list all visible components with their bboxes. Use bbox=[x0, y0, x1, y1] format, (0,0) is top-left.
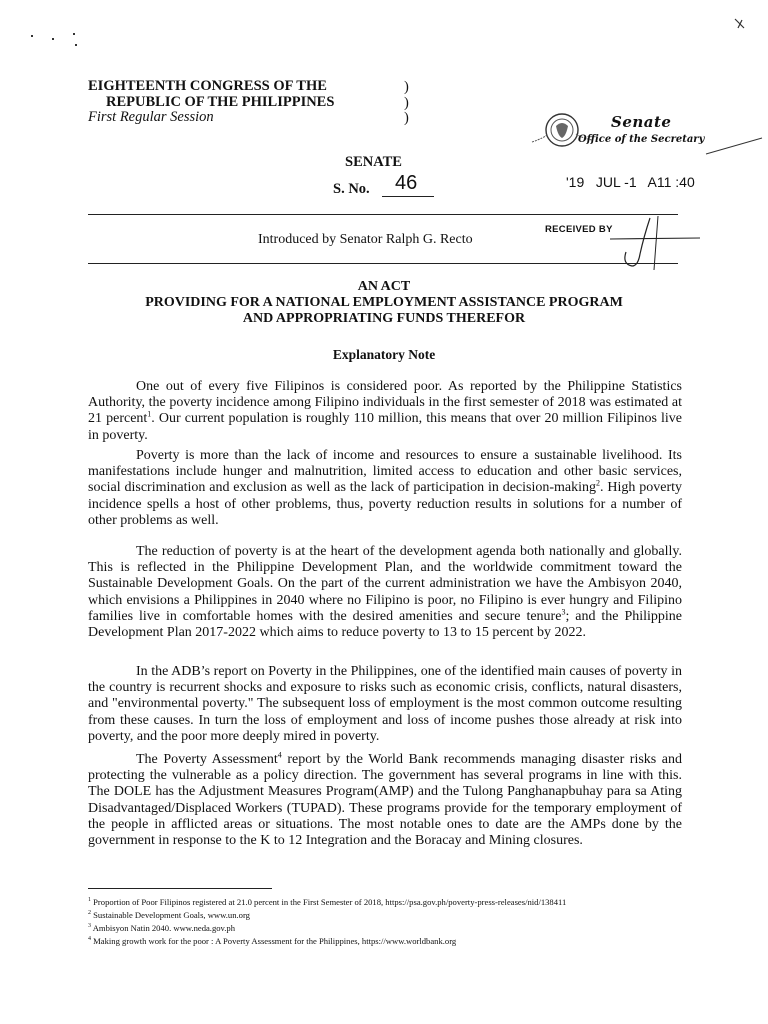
footnote-ref-2: 2 bbox=[596, 478, 601, 488]
footnote-ref-1: 1 bbox=[147, 409, 152, 419]
header-rule bbox=[88, 214, 678, 215]
footnote-3: $^3$ Ambisyon Natin 2040. www.neda.gov.ph bbox=[88, 923, 236, 933]
act-title-line-2: AND APPROPRIATING FUNDS THEREFOR bbox=[242, 311, 526, 326]
stamp-date: '19 JUL -1 A11 :40 bbox=[566, 174, 695, 190]
paragraph-4: In the ADB’s report on Poverty in the Philippines, one of the identified main causes of poverty in the country is recurrent shocks and exposure to risks such as economic crisis, conflicts, natural disasters, and "environmental poverty." The subsequent loss of employment is the most common outcome resulting from these causes. In turn the loss of employment and loss of income pushes those already at risk into poverty, and the poor more deeply mired in poverty. bbox=[88, 664, 682, 744]
footnote-1: $^1$ Proportion of Poor Filipinos registered at 21.0 percent in the First Semester of 2018, https://psa.gov.ph/poverty-press-releases/nid/138411 bbox=[88, 897, 567, 907]
paren-2: ) bbox=[404, 95, 409, 111]
footnote-4: $^4$ Making growth work for the poor : A Poverty Assessment for the Philippines, https://www.worldbank.org bbox=[88, 936, 457, 946]
stamp-senate: Senate bbox=[611, 113, 672, 131]
stamp-received: RECEIVED BY bbox=[545, 224, 613, 235]
footnote-ref-4: 4 bbox=[277, 750, 282, 760]
bill-number-underline bbox=[382, 196, 434, 197]
paragraph-1: One out of every five Filipinos is considered poor. As reported by the Philippine Statistics Authority, the poverty incidence among Filipino individuals in the first semester of 2018 was estimated at 21 percent$^1$. Our current population is roughly 110 million, this means that over 20 million Filipinos live in poverty. bbox=[88, 379, 682, 443]
scan-speck bbox=[75, 44, 77, 46]
explanatory-note-heading: Explanatory Note bbox=[332, 347, 436, 362]
act-label: AN ACT bbox=[357, 279, 411, 294]
pen-stroke bbox=[704, 132, 764, 156]
chamber-heading: SENATE bbox=[345, 154, 402, 170]
act-title-line-1: PROVIDING FOR A NATIONAL EMPLOYMENT ASSISTANCE PROGRAM bbox=[145, 295, 623, 310]
footnote-ref-3: 3 bbox=[561, 607, 566, 617]
scan-speck bbox=[31, 35, 33, 37]
senate-seal-icon bbox=[530, 108, 594, 152]
stamp-office: Office of the Secretary bbox=[578, 134, 705, 145]
bill-prefix: S. No. bbox=[333, 181, 370, 197]
paragraph-2: Poverty is more than the lack of income and resources to ensure a sustainable livelihood. Its manifestations include hunger and malnutrition, limited access to education and other basic services, social discrimination and exclusion as well as the lack of participation in decision-making$^2$. High poverty incidence spells a host of other problems, thus, poverty reduction results in solutions for a number of other problems as well. bbox=[88, 448, 682, 528]
bill-number: 46 bbox=[395, 172, 418, 194]
footnote-separator bbox=[88, 888, 272, 889]
corner-mark bbox=[732, 16, 748, 32]
introduced-by: Introduced by Senator Ralph G. Recto bbox=[258, 232, 473, 247]
congress-line-1: EIGHTEENTH CONGRESS OF THE bbox=[88, 78, 327, 94]
paragraph-3: The reduction of poverty is at the heart of the development agenda both nationally and globally. This is reflected in the Philippine Development Plan, and the worldwide commitment toward the Sustainable Development Goals. On the part of the current administration we have the Ambisyon 2040, which envisions a Philippines in 2040 where no Filipino is poor, no Filipino is ever hungry and Filipino families live in comfortable homes with the desired amenities and secure tenure$^3$; and the Philippine Development Plan 2017-2022 which aims to reduce poverty to 13 to 15 percent by 2022. bbox=[88, 544, 682, 641]
scan-speck bbox=[73, 33, 75, 35]
footnote-2: $^2$ Sustainable Development Goals, www.un.org bbox=[88, 910, 250, 920]
session-line: First Regular Session bbox=[88, 109, 214, 125]
intro-rule bbox=[88, 263, 678, 264]
paren-3: ) bbox=[404, 110, 409, 126]
paragraph-5: The Poverty Assessment$^4$ report by the World Bank recommends managing disaster risks and protecting the vulnerable as a policy direction. The government has several programs in line with this. The DOLE has the Adjustment Measures Program(AMP) and the Tulong Panghanapbuhay para sa Ating Disadvantaged/Displaced Workers (TUPAD). These programs provide for the temporary employment of the people in afflicted areas or situations. The most notable ones to date are the AMPs done by the government in response to the K to 12 Integration and the Boracay and Mining closures. bbox=[88, 750, 683, 849]
paren-1: ) bbox=[404, 79, 409, 95]
congress-line-2: REPUBLIC OF THE PHILIPPINES bbox=[106, 94, 335, 110]
scan-speck bbox=[52, 38, 54, 40]
